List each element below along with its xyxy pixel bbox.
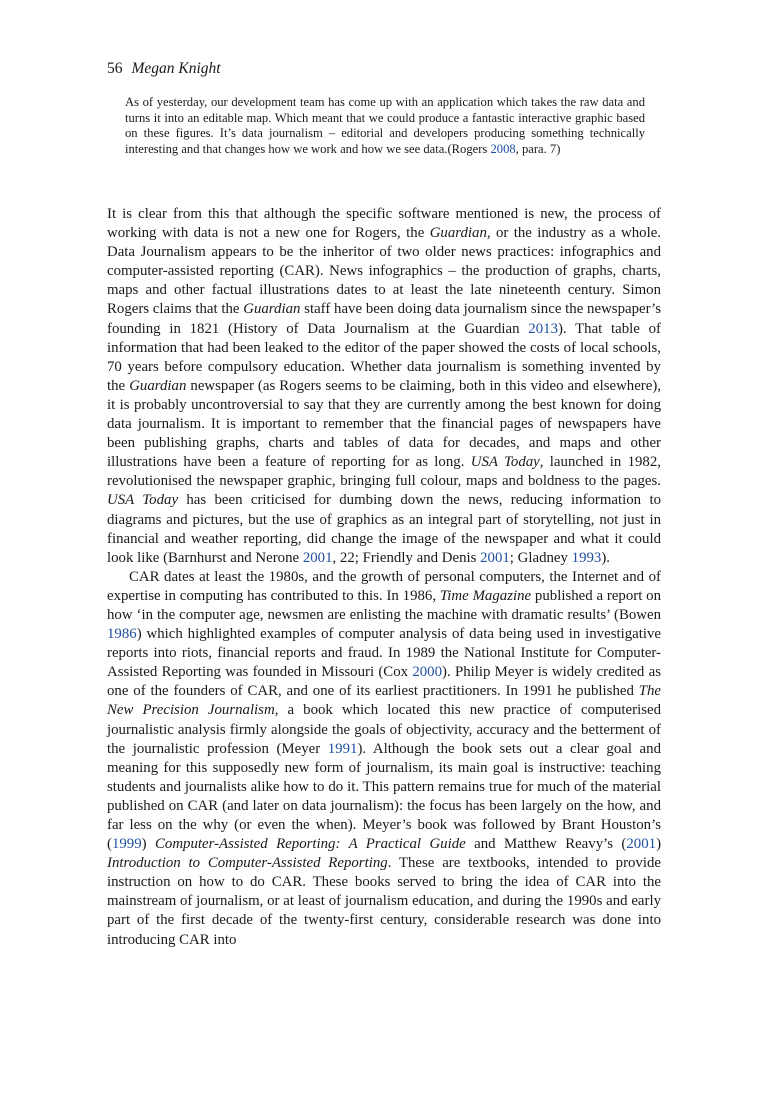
italic-title: USA Today bbox=[107, 492, 179, 509]
citation-link[interactable]: 1993 bbox=[571, 549, 602, 566]
italic-title: The New Precision Journalism bbox=[107, 683, 661, 719]
body-text bbox=[107, 205, 661, 950]
italic-title: Guardian bbox=[243, 301, 301, 318]
paragraph-2 bbox=[107, 568, 661, 950]
text-run: newspaper (as Rogers seems to be claiming, both in this video and elsewhere), it is probably uncontroversial to say that they are currently among the best known for doing data journalism. It is important to remember that the financial pages of newspapers have been publishing graphs, charts and tables of data for decades, and maps and other illustrations have been a feature of reporting for as long. bbox=[107, 377, 661, 471]
text-run: , 22; Friendly and Denis bbox=[332, 549, 481, 566]
text-run: ) bbox=[656, 836, 662, 853]
text-run: has been criticised for dumbing down the news, reducing information to diagrams and pictures, but the use of graphics as an integral part of storytelling, not just in financial and weather reporting, did change the image of the newspaper and what it could look like (Barnhurst and Nerone bbox=[107, 492, 661, 566]
text-run: , launched in 1982, revolutionised the newspaper graphic, bringing full colour, maps and boldness to the pages. bbox=[107, 454, 661, 490]
italic-title: USA Today bbox=[470, 454, 540, 471]
paragraph-1 bbox=[107, 205, 661, 568]
running-author: Megan Knight bbox=[131, 60, 221, 77]
italic-title: Computer-Assisted Reporting: A Practical Guide bbox=[155, 836, 466, 853]
text-run: ). bbox=[601, 549, 610, 566]
citation-link[interactable]: 1999 bbox=[111, 836, 142, 853]
quote-text-end: , para. 7) bbox=[515, 141, 561, 156]
italic-title: Time Magazine bbox=[439, 587, 532, 604]
text-run: published a report on how ‘in the computer age, newsmen are enlisting the machine with dramatic results’ (Bowen bbox=[107, 587, 661, 623]
text-run: ; Gladney bbox=[509, 549, 572, 566]
text-run: , a book which located this new practice of computerised journalistic analysis firmly alongside the goals of objectivity, accuracy and the betterment of the journalistic profession (Meyer bbox=[107, 702, 661, 757]
quote-text: As of yesterday, our development team has come up with an application which takes the raw data and turns it into an editable map. Which meant that we could produce a fantastic interactive graphic based on these figures. It’s data journalism – editorial and developers producing something technically interesting and that changes how we work and how we see data.(Rogers bbox=[125, 95, 645, 156]
citation-link[interactable]: 2000 bbox=[412, 664, 443, 681]
page-number: 56 bbox=[107, 60, 123, 77]
citation-link[interactable]: 1991 bbox=[327, 740, 358, 757]
italic-title: Guardian bbox=[129, 377, 187, 394]
citation-link[interactable]: 1986 bbox=[107, 626, 137, 643]
text-run: ). That table of information that had been leaked to the editor of the paper showed the costs of local schools, 70 years before compulsory education. Whether data journalism is something invented by the bbox=[107, 320, 661, 394]
text-run: , or the industry as a whole. Data Journalism appears to be the inheritor of two older news practices: infographics and computer-assisted reporting (CAR). News infographics – the production of graphs, charts, maps and other factual illustrations dates to at least the late nineteenth century. Simon Rogers claims that the bbox=[107, 225, 662, 318]
citation-link[interactable]: 2001 bbox=[302, 549, 333, 566]
running-header bbox=[107, 59, 221, 79]
block-quote bbox=[125, 95, 645, 157]
italic-title: Guardian bbox=[429, 225, 487, 242]
text-run: It is clear from this that although the specific software mentioned is new, the process of working with data is not a new one for Rogers, the bbox=[107, 206, 661, 242]
citation-link[interactable]: 2001 bbox=[480, 549, 510, 566]
text-run: and Matthew Reavy’s ( bbox=[465, 836, 627, 853]
text-run: ) which highlighted examples of computer analysis of data being used in investigative reports into riots, financial reports and fraud. In 1989 the National Institute for Computer-Assisted Reporting was founded in Missouri (Cox bbox=[107, 626, 661, 681]
citation-link[interactable]: 2008 bbox=[490, 141, 516, 156]
text-run: ). Although the book sets out a clear goal and meaning for this supposedly new form of journalism, its main goal is instructive: teaching students and journalists alike how to do it. This pattern remains true for much of the material published on CAR (and later on data journalism): the focus has been largely on the how, and far less on the why (or even the when). Meyer’s book was followed by Brant Houston’s ( bbox=[107, 740, 661, 853]
text-run: ). Philip Meyer is widely credited as one of the founders of CAR, and one of its earliest practitioners. In 1991 he published bbox=[107, 664, 661, 700]
citation-link[interactable]: 2001 bbox=[626, 836, 657, 853]
text-run: ) bbox=[141, 836, 156, 853]
text-run: CAR dates at least the 1980s, and the growth of personal computers, the Internet and of expertise in computing has contributed to this. In 1986, bbox=[107, 568, 661, 604]
citation-link[interactable]: 2013 bbox=[528, 320, 558, 337]
text-run: . These are textbooks, intended to provide instruction on how to do CAR. These books served to bring the idea of CAR into the mainstream of journalism, or at least of journalism education, and during the 1990s and early part of the first decade of the twenty-first century, considerable research was done into introducing CAR into bbox=[107, 855, 661, 948]
italic-title: Introduction to Computer-Assisted Reporting bbox=[107, 855, 388, 872]
text-run: staff have been doing data journalism since the newspaper’s founding in 1821 (History of Data Journalism at the Guardian bbox=[107, 301, 661, 337]
